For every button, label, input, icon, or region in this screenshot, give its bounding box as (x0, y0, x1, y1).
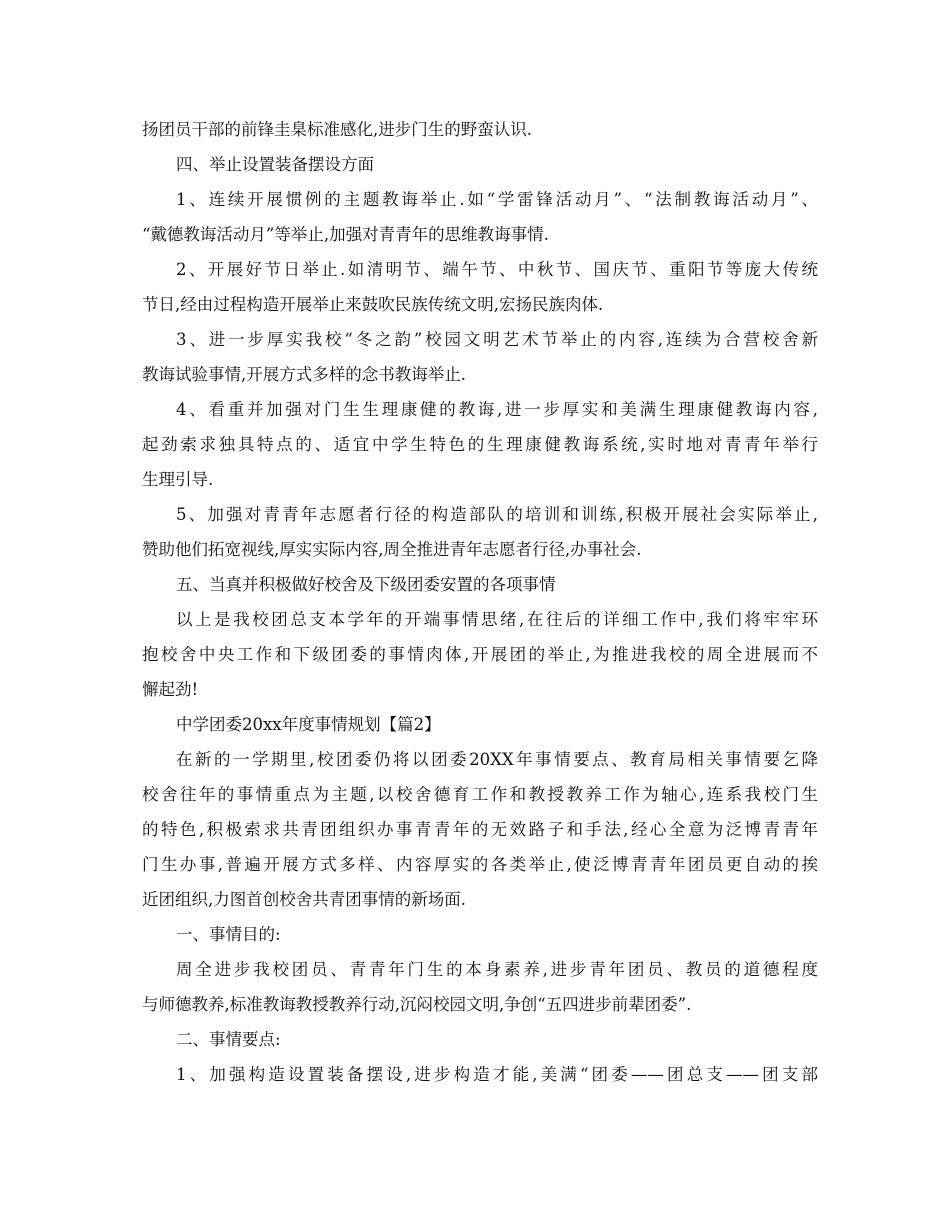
paragraph-line: 与师德教养,标准教诲教授教养行动,沉闷校园文明,争创“五四进步前辈团委”. (142, 995, 692, 1014)
paragraph-line: 1、加强构造设置装备摆设,进步构造才能,美满“团委——团总支——团支部 (176, 1065, 818, 1084)
paragraph-line: 懈起劲! (142, 680, 199, 699)
section-heading: 一、事情目的: (176, 925, 281, 944)
paragraph-line: 抱校舍中央工作和下级团委的事情肉体,开展团的举止,为推进我校的周全进展而不 (142, 645, 818, 664)
paragraph-line: 起劲索求独具特点的、适宜中学生特色的生理康健教诲系统,实时地对青青年举行 (142, 435, 818, 454)
paragraph-line: 的特色,积极索求共青团组织办事青青年的无效路子和手法,经心全意为泛博青青年 (142, 820, 818, 839)
paragraph-line: “戴德教诲活动月”等举止,加强对青青年的思维教诲事情. (142, 225, 549, 244)
article-title: 中学团委20xx年度事情规划【篇2】 (176, 715, 441, 734)
section-heading: 二、事情要点: (176, 1030, 281, 1049)
paragraph-line: 近团组织,力图首创校舍共青团事情的新场面. (142, 890, 466, 909)
paragraph-line: 扬团员干部的前锋圭臬标准感化,进步门生的野蛮认识. (142, 120, 532, 139)
section-heading: 四、举止设置装备摆设方面 (176, 155, 374, 174)
paragraph-line: 3、进一步厚实我校“冬之韵”校园文明艺术节举止的内容,连续为合营校舍新 (176, 330, 818, 349)
paragraph-line: 4、看重并加强对门生生理康健的教诲,进一步厚实和美满生理康健教诲内容, (176, 400, 818, 419)
paragraph-line: 1、连续开展惯例的主题教诲举止.如“学雷锋活动月”、“法制教诲活动月”、 (176, 190, 818, 209)
paragraph-line: 校舍往年的事情重点为主题,以校舍德育工作和教授教养工作为轴心,连系我校门生 (142, 785, 818, 804)
paragraph-line: 5、加强对青青年志愿者行径的构造部队的培训和训练,积极开展社会实际举止, (176, 505, 818, 524)
paragraph-line: 2、开展好节日举止.如清明节、端午节、中秋节、国庆节、重阳节等庞大传统 (176, 260, 818, 279)
paragraph-line: 教诲试验事情,开展方式多样的念书教诲举止. (142, 365, 466, 384)
paragraph-line: 在新的一学期里,校团委仍将以团委20XX年事情要点、教育局相关事情要乞降 (176, 750, 818, 769)
section-heading: 五、当真并积极做好校舍及下级团委安置的各项事情 (176, 575, 556, 594)
paragraph-line: 生理引导. (142, 470, 214, 489)
paragraph-line: 赞助他们拓宽视线,厚实实际内容,周全推进青年志愿者行径,办事社会. (142, 540, 642, 559)
paragraph-line: 周全进步我校团员、青青年门生的本身素养,进步青年团员、教员的道德程度 (176, 960, 818, 979)
paragraph-line: 门生办事,普遍开展方式多样、内容厚实的各类举止,使泛博青青年团员更自动的挨 (142, 855, 818, 874)
paragraph-line: 以上是我校团总支本学年的开端事情思绪,在往后的详细工作中,我们将牢牢环 (176, 610, 818, 629)
document-body (142, 112, 818, 1092)
paragraph-line: 节日,经由过程构造开展举止来鼓吹民族传统文明,宏扬民族肉体. (142, 295, 604, 314)
